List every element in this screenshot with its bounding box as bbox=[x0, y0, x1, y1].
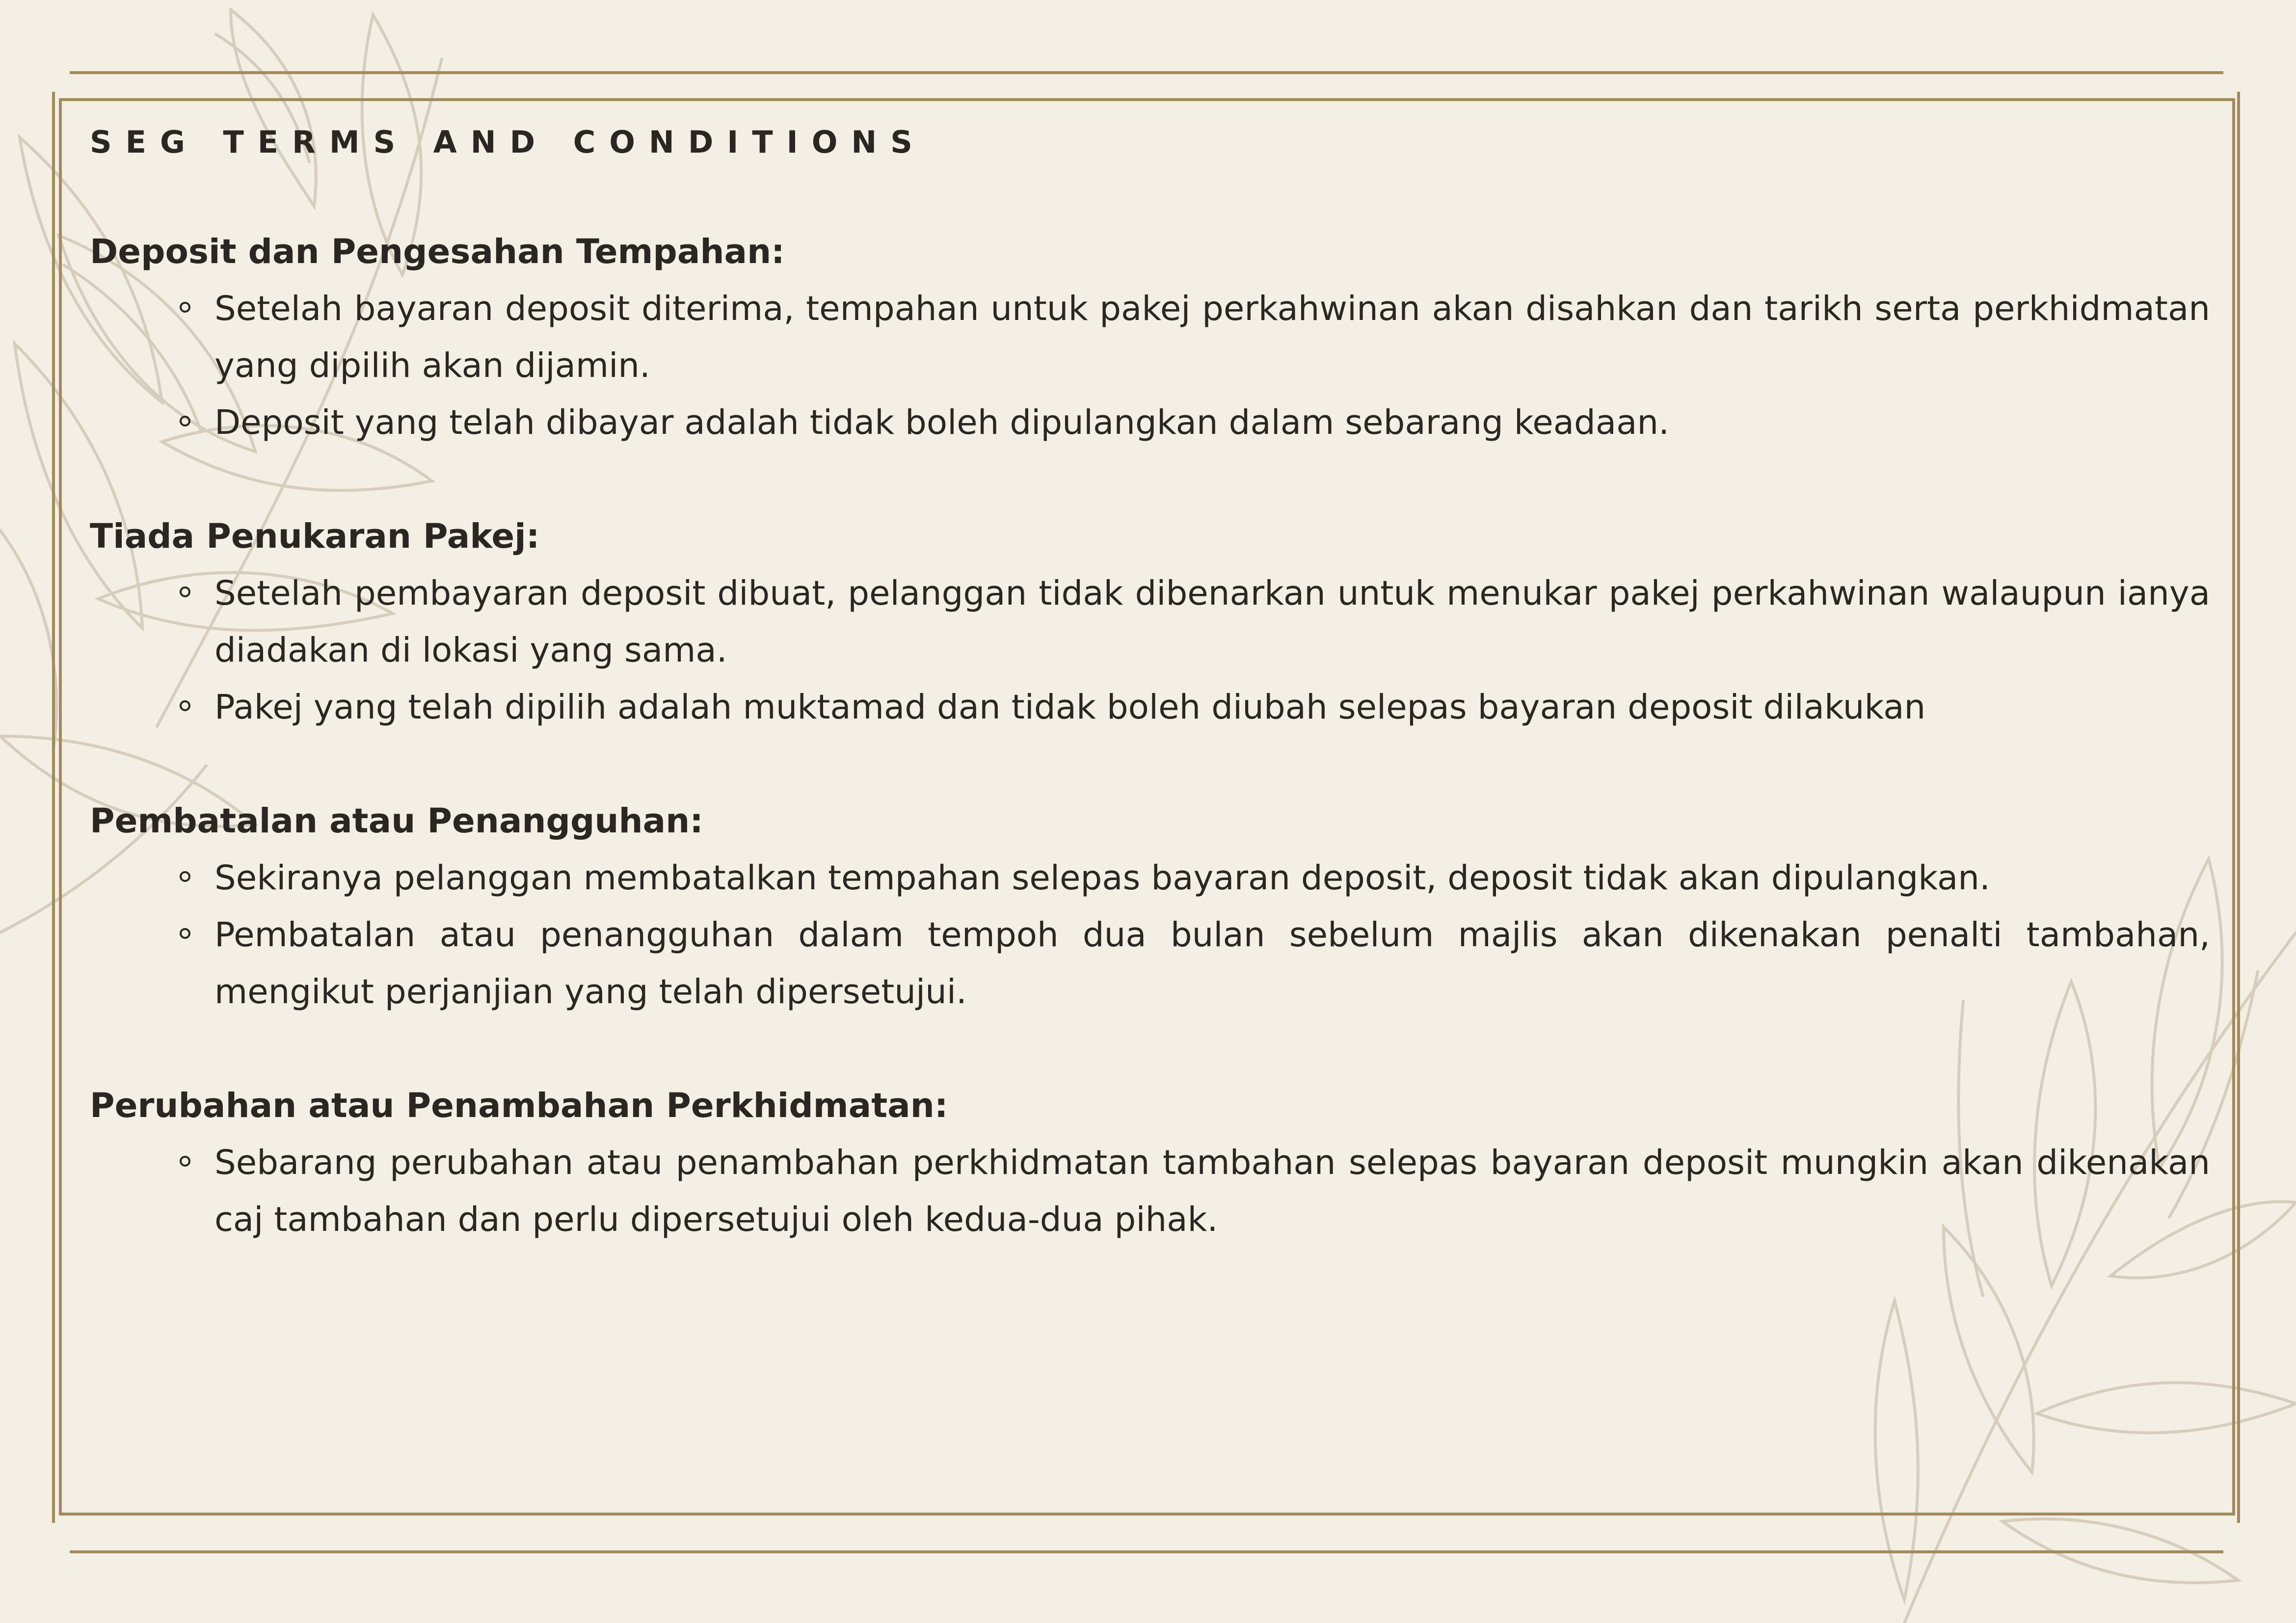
hollow-circle-bullet-icon bbox=[180, 586, 190, 597]
section-heading: Deposit dan Pengesahan Tempahan: bbox=[90, 232, 785, 271]
bullet-list bbox=[90, 280, 2210, 451]
list-item-text: Setelah pembayaran deposit dibuat, pelanggan tidak dibenarkan untuk menukar pakej perkahwinan walaupun ianya diadakan di lokasi yang sama. bbox=[214, 574, 2210, 670]
bullet-list bbox=[90, 565, 2210, 736]
list-item-text: Sekiranya pelanggan membatalkan tempahan selepas bayaran deposit, deposit tidak akan dipulangkan. bbox=[214, 858, 1990, 898]
section-package-change bbox=[90, 508, 2210, 736]
section-service-changes bbox=[90, 1077, 2210, 1248]
hollow-circle-bullet-icon bbox=[180, 928, 190, 939]
list-item-text: Pakej yang telah dipilih adalah muktamad dan tidak boleh diubah selepas bayaran deposit dilakukan bbox=[214, 688, 1926, 727]
section-deposit bbox=[90, 223, 2210, 451]
document-content bbox=[90, 120, 2210, 1305]
list-item bbox=[90, 565, 2210, 679]
hollow-circle-bullet-icon bbox=[180, 1156, 190, 1167]
list-item bbox=[90, 280, 2210, 394]
bullet-list bbox=[90, 850, 2210, 1020]
hollow-circle-bullet-icon bbox=[180, 700, 190, 711]
section-heading: Perubahan atau Penambahan Perkhidmatan: bbox=[90, 1086, 948, 1125]
list-item-text: Pembatalan atau penangguhan dalam tempoh dua bulan sebelum majlis akan dikenakan penalti tambahan, mengikut perjanjian yang telah dipersetujui. bbox=[214, 915, 2210, 1011]
hollow-circle-bullet-icon bbox=[180, 416, 190, 426]
list-item bbox=[90, 679, 2210, 736]
list-item bbox=[90, 906, 2210, 1020]
list-item bbox=[90, 850, 2210, 906]
list-item bbox=[90, 394, 2210, 451]
hollow-circle-bullet-icon bbox=[180, 302, 190, 313]
hollow-circle-bullet-icon bbox=[180, 871, 190, 882]
list-item-text: Sebarang perubahan atau penambahan perkhidmatan tambahan selepas bayaran deposit mungkin akan dikenakan caj tambahan dan perlu dipersetujui oleh kedua-dua pihak. bbox=[214, 1143, 2210, 1239]
section-cancellation bbox=[90, 793, 2210, 1020]
page-title: SEG TERMS AND CONDITIONS bbox=[90, 124, 926, 160]
section-heading: Tiada Penukaran Pakej: bbox=[90, 517, 540, 556]
list-item-text: Deposit yang telah dibayar adalah tidak boleh dipulangkan dalam sebarang keadaan. bbox=[214, 403, 1670, 442]
list-item bbox=[90, 1134, 2210, 1248]
list-item-text: Setelah bayaran deposit diterima, tempahan untuk pakej perkahwinan akan disahkan dan tarikh serta perkhidmatan yang dipilih akan dijamin. bbox=[214, 289, 2210, 385]
bullet-list bbox=[90, 1134, 2210, 1248]
section-heading: Pembatalan atau Penangguhan: bbox=[90, 801, 703, 841]
